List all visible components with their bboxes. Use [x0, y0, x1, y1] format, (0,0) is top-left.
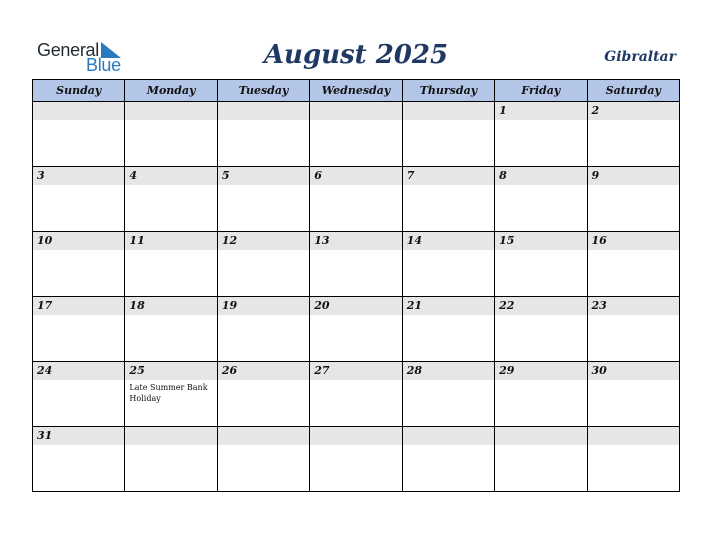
day-number: 31 — [33, 427, 124, 445]
day-cell — [310, 297, 402, 362]
day-number: 30 — [588, 362, 679, 380]
day-cell — [217, 297, 309, 362]
day-number: 12 — [218, 232, 309, 250]
day-cell — [33, 297, 125, 362]
day-cell — [495, 427, 587, 492]
day-cell — [402, 297, 494, 362]
day-cell — [587, 167, 679, 232]
day-cell — [125, 297, 217, 362]
day-number: 7 — [403, 167, 494, 185]
day-cell — [402, 362, 494, 427]
day-number: 1 — [495, 102, 586, 120]
day-number: 14 — [403, 232, 494, 250]
day-number — [310, 102, 401, 120]
week-row — [33, 297, 680, 362]
day-number: 20 — [310, 297, 401, 315]
day-number: 22 — [495, 297, 586, 315]
weekday-header-row — [33, 80, 680, 102]
day-number — [218, 427, 309, 445]
day-number: 3 — [33, 167, 124, 185]
day-cell — [33, 102, 125, 167]
day-number: 25 — [125, 362, 216, 380]
day-number: 11 — [125, 232, 216, 250]
day-cell — [217, 362, 309, 427]
day-number — [218, 102, 309, 120]
day-number: 27 — [310, 362, 401, 380]
day-cell — [125, 232, 217, 297]
day-number: 10 — [33, 232, 124, 250]
day-cell — [587, 297, 679, 362]
weekday-header: Tuesday — [217, 80, 309, 102]
day-cell — [125, 427, 217, 492]
day-number: 29 — [495, 362, 586, 380]
week-row — [33, 427, 680, 492]
day-number: 21 — [403, 297, 494, 315]
day-cell — [125, 102, 217, 167]
day-cell — [495, 362, 587, 427]
day-number: 4 — [125, 167, 216, 185]
day-cell — [217, 427, 309, 492]
day-cell — [495, 167, 587, 232]
holiday-label: Late Summer Bank Holiday — [129, 383, 208, 403]
weekday-header: Wednesday — [310, 80, 402, 102]
day-number: 17 — [33, 297, 124, 315]
day-cell — [217, 102, 309, 167]
day-cell — [310, 362, 402, 427]
weekday-header: Sunday — [33, 80, 125, 102]
day-number — [403, 427, 494, 445]
day-cell — [402, 167, 494, 232]
day-number — [495, 427, 586, 445]
day-number: 13 — [310, 232, 401, 250]
brand-name-general: General — [37, 40, 99, 60]
day-number: 23 — [588, 297, 679, 315]
week-row — [33, 362, 680, 427]
day-cell — [310, 167, 402, 232]
day-number: 9 — [588, 167, 679, 185]
day-number: 8 — [495, 167, 586, 185]
month-calendar-grid — [32, 79, 680, 492]
day-cell — [125, 167, 217, 232]
day-cell — [33, 167, 125, 232]
day-number: 16 — [588, 232, 679, 250]
day-cell — [310, 427, 402, 492]
day-cell — [33, 232, 125, 297]
calendar-body — [33, 102, 680, 492]
weekday-header: Monday — [125, 80, 217, 102]
day-number — [588, 427, 679, 445]
calendar-region: Gibraltar — [604, 49, 676, 65]
day-number — [310, 427, 401, 445]
brand-name-blue: Blue — [86, 55, 121, 75]
day-number: 19 — [218, 297, 309, 315]
day-cell — [495, 102, 587, 167]
week-row — [33, 232, 680, 297]
day-cell — [402, 232, 494, 297]
day-cell — [495, 297, 587, 362]
day-cell — [402, 427, 494, 492]
day-cell — [587, 102, 679, 167]
day-number: 26 — [218, 362, 309, 380]
day-cell — [587, 362, 679, 427]
day-cell — [310, 102, 402, 167]
week-row — [33, 102, 680, 167]
day-number: 5 — [218, 167, 309, 185]
calendar-title: August 2025 — [263, 40, 449, 70]
day-cell — [125, 362, 217, 427]
day-cell — [217, 167, 309, 232]
day-cell — [587, 427, 679, 492]
day-cell — [310, 232, 402, 297]
day-cell — [495, 232, 587, 297]
day-number: 24 — [33, 362, 124, 380]
weekday-header: Thursday — [402, 80, 494, 102]
day-number: 15 — [495, 232, 586, 250]
day-number: 18 — [125, 297, 216, 315]
week-row — [33, 167, 680, 232]
day-cell — [33, 362, 125, 427]
day-cell — [217, 232, 309, 297]
day-number: 6 — [310, 167, 401, 185]
day-number — [125, 427, 216, 445]
day-cell — [587, 232, 679, 297]
weekday-header: Friday — [495, 80, 587, 102]
day-number: 28 — [403, 362, 494, 380]
weekday-header: Saturday — [587, 80, 679, 102]
day-number — [33, 102, 124, 120]
day-number — [125, 102, 216, 120]
day-number — [403, 102, 494, 120]
day-cell — [402, 102, 494, 167]
day-number: 2 — [588, 102, 679, 120]
day-cell — [33, 427, 125, 492]
